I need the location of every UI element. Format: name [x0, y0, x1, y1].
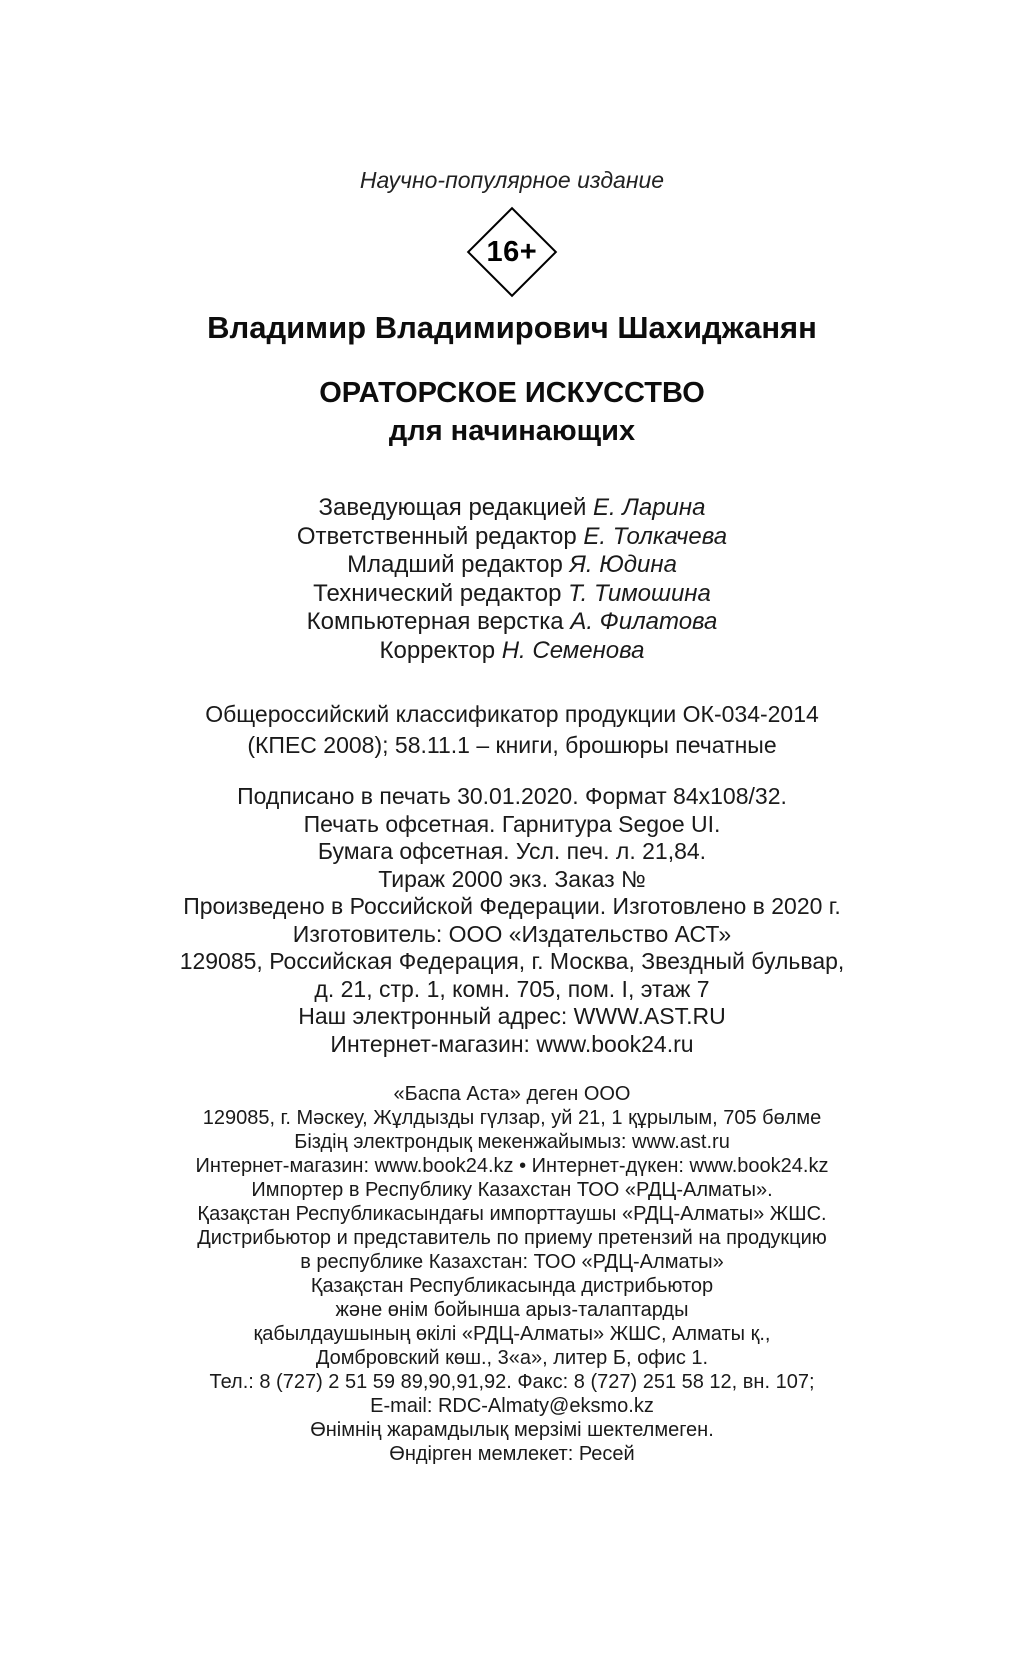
imprint-line: Интернет-магазин: www.book24.ru: [330, 1030, 694, 1057]
classifier-line: (КПЕС 2008); 58.11.1 – книги, брошюры печатные: [247, 732, 777, 758]
classifier-line: Общероссийский классификатор продукции ОК-034-2014: [205, 701, 819, 727]
imprint-line: Домбровский көш., 3«а», литер Б, офис 1.: [315, 1347, 709, 1369]
edition-note: Научно-популярное издание: [359, 167, 665, 193]
book-title-line-2: для начинающих: [388, 415, 636, 447]
credit-role: Ответственный редактор: [296, 522, 577, 550]
imprint-line: Печать офсетная. Гарнитура Segoe UI.: [303, 810, 721, 837]
product-classifier: [0, 699, 1024, 761]
credit-line: [0, 551, 1024, 580]
imprint-kazakhstan: [0, 1082, 1024, 1466]
credit-role: Корректор: [379, 636, 496, 664]
credit-role: Технический редактор: [313, 579, 562, 607]
imprint-line: Тел.: 8 (727) 2 51 59 89,90,91,92. Факс: 8 (727) 251 58 12, вн. 107;: [209, 1371, 815, 1393]
credit-role: Заведующая редакцией: [318, 494, 587, 521]
imprint-russian: [0, 783, 1024, 1058]
credit-person: Я. Юдина: [569, 551, 677, 578]
imprint-line: Қазақстан Республикасында дистрибьютор: [310, 1275, 714, 1297]
imprint-line: Импортер в Республику Казахстан ТОО «РДЦ-Алматы».: [251, 1179, 773, 1201]
age-rating-diamond-icon: [467, 207, 558, 298]
imprint-line: Қазақстан Республикасындағы импорттаушы «РДЦ-Алматы» ЖШС.: [197, 1203, 827, 1225]
credit-line: [0, 494, 1024, 523]
age-rating-label: 16+: [486, 235, 538, 268]
imprint-line: Біздің электрондық мекенжайымыз: www.ast.ru: [294, 1131, 730, 1153]
credit-line: [0, 523, 1024, 552]
book-title-line-1: ОРАТОРСКОЕ ИСКУССТВО: [319, 377, 705, 409]
imprint-line: Изготовитель: ООО «Издательство АСТ»: [292, 920, 732, 947]
imprint-line: Дистрибьютор и представитель по приему претензий на продукцию: [197, 1227, 827, 1249]
imprint-line: қабылдаушының өкілі «РДЦ-Алматы» ЖШС, Алматы қ.,: [253, 1323, 771, 1345]
imprint-line: Өндірген мемлекет: Ресей: [389, 1443, 635, 1465]
author-name: Владимир Владимирович Шахиджанян: [207, 310, 817, 345]
imprint-line: Интернет-магазин: www.book24.kz • Интернет-дүкен: www.book24.kz: [195, 1155, 829, 1177]
imprint-line: Произведено в Российской Федерации. Изготовлено в 2020 г.: [183, 893, 841, 919]
imprint-line: 129085, г. Мәскеу, Жұлдызды гүлзар, уй 21, 1 құрылым, 705 бөлме: [202, 1107, 822, 1129]
credit-person: Т. Тимошина: [568, 579, 711, 607]
credit-line: [0, 637, 1024, 666]
credit-person: Н. Семенова: [501, 636, 645, 664]
credit-role: Младший редактор: [347, 551, 563, 578]
credit-person: Е. Толкачева: [583, 522, 728, 550]
imprint-line: E-mail: RDC-Almaty@eksmo.kz: [370, 1395, 654, 1417]
age-rating-badge: [0, 204, 1024, 300]
credit-role: Компьютерная верстка: [306, 608, 564, 635]
editorial-credits: [0, 494, 1024, 665]
credit-person: Е. Ларина: [593, 494, 706, 521]
imprint-line: в республике Казахстан: ТОО «РДЦ-Алматы»: [300, 1251, 724, 1273]
credit-line: [0, 608, 1024, 637]
imprint-line: «Баспа Аста» деген ООО: [393, 1083, 631, 1105]
imprint-line: Тираж 2000 экз. Заказ №: [378, 865, 646, 892]
credit-line: [0, 580, 1024, 609]
imprint-line: Өнімнің жарамдылық мерзімі шектелмеген.: [310, 1419, 714, 1441]
imprint-line: д. 21, стр. 1, комн. 705, пом. I, этаж 7: [314, 975, 710, 1002]
imprint-line: және өнім бойынша арыз-талаптарды: [335, 1299, 689, 1321]
imprint-line: Подписано в печать 30.01.2020. Формат 84х108/32.: [237, 783, 787, 809]
imprint-line: 129085, Российская Федерация, г. Москва, Звездный бульвар,: [179, 948, 845, 974]
book-title: [0, 374, 1024, 450]
imprint-line: Бумага офсетная. Усл. печ. л. 21,84.: [317, 838, 707, 864]
credit-person: А. Филатова: [570, 608, 718, 635]
imprint-line: Наш электронный адрес: WWW.AST.RU: [298, 1003, 726, 1029]
